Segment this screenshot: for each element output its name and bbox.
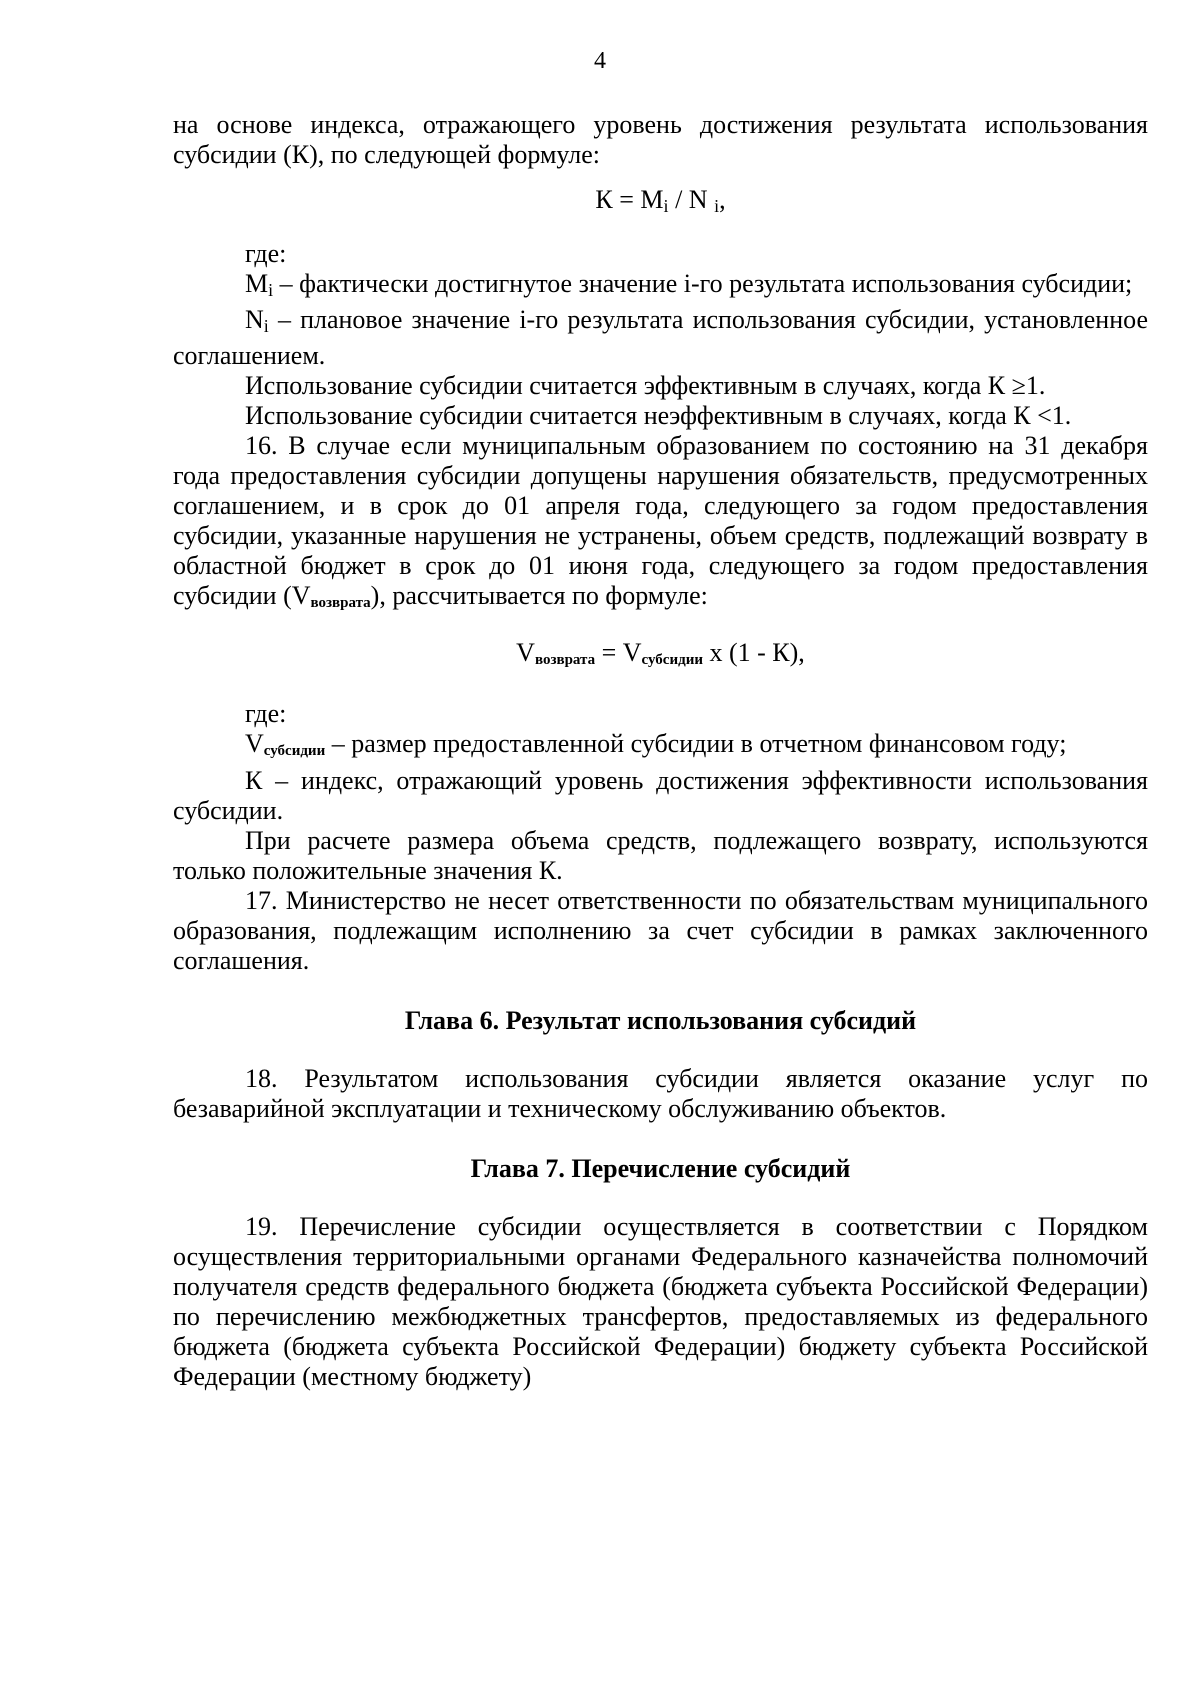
paragraph-17: 17. Министерство не несет ответственности по обязательствам муниципального образования, подлежащим исполнению за счет субсидии в рамках заключенного соглашения. (173, 886, 1148, 975)
paragraph-intro: на основе индекса, отражающего уровень достижения результата использования субсидии (К), по следующей формуле: (173, 110, 1148, 169)
formula-k: К = Мi / N i, (595, 185, 726, 216)
definition-ni: Ni – плановое значение i-го результата использования субсидии, установленное соглашением. (173, 305, 1148, 370)
definition-vsub: Vсубсидии – размер предоставленной субсидии в отчетном финансовом году; (245, 729, 1067, 759)
paragraph-effective: Использование субсидии считается эффективным в случаях, когда К ≥1. (245, 371, 1046, 400)
chapter-7-heading: Глава 7. Перечисление субсидий (470, 1154, 851, 1183)
paragraph-16: 16. В случае если муниципальным образованием по состоянию на 31 декабря года предоставления субсидии допущены нарушения обязательств, предусмотренных соглашением, и в срок до 01 апреля года, следующего за годом предоставления субсидии, указанные нарушения не устранены, объем средств, подлежащий возврату в областной бюджет в срок до 01 июня года, следующего за годом предоставления субсидии (Vвозврата), рассчитывается по формуле: (173, 431, 1148, 611)
formula-v-return: Vвозврата = Vсубсидии х (1 - К), (516, 638, 805, 668)
document-body (173, 110, 1148, 1392)
paragraph-19: 19. Перечисление субсидии осуществляется в соответствии с Порядком осуществления территориальными органами Федерального казначейства полномочий получателя средств федерального бюджета (бюджета субъекта Российской Федерации) по перечислению межбюджетных трансфертов, предоставляемых из федерального бюджета (бюджета субъекта Российской Федерации) бюджету субъекта Российской Федерации (местному бюджету) (173, 1212, 1148, 1391)
definition-mi: Мi – фактически достигнутое значение i-го результата использования субсидии; (245, 269, 1133, 300)
page-number: 4 (594, 48, 606, 74)
where-label-1: где: (245, 239, 287, 268)
where-label-2: где: (245, 699, 287, 728)
chapter-6-heading: Глава 6. Результат использования субсидий (404, 1006, 917, 1035)
paragraph-positive-values: При расчете размера объема средств, подлежащего возврату, используются только положительные значения К. (173, 826, 1148, 885)
paragraph-ineffective: Использование субсидии считается неэффективным в случаях, когда К <1. (245, 401, 1072, 430)
paragraph-18: 18. Результатом использования субсидии является оказание услуг по безаварийной эксплуатации и техническому обслуживанию объектов. (173, 1064, 1148, 1123)
definition-k: К – индекс, отражающий уровень достижения эффективности использования субсидии. (173, 766, 1148, 825)
